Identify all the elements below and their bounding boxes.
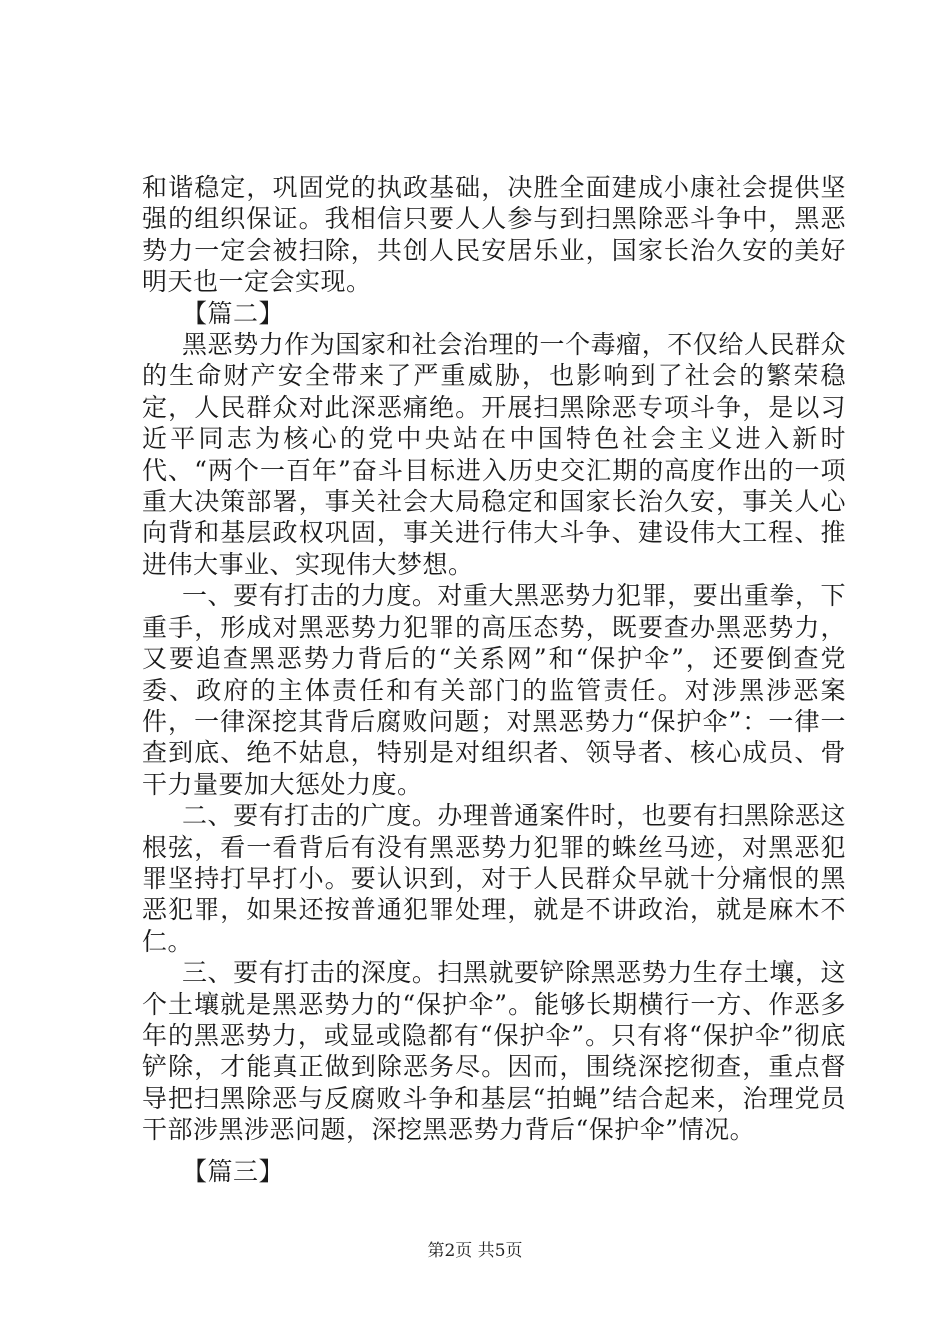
paragraph-point-three: 三、要有打击的深度。扫黑就要铲除黑恶势力生存土壤，这个土壤就是黑恶势力的“保护伞”。能够长期横行一方、作恶多年的黑恶势力，或显或隐都有“保护伞”。只有将“保护伞”彻底铲除，才能真正做到除恶务尽。因而，围绕深挖彻查，重点督导把扫黑除恶与反腐败斗争和基层“拍蝇”结合起来，治理党员干部涉黑涉恶问题，深挖黑恶势力背后“保护伞”情况。 [142, 958, 846, 1145]
paragraph-continuation: 和谐稳定，巩固党的执政基础，决胜全面建成小康社会提供坚强的组织保证。我相信只要人人参与到扫黑除恶斗争中，黑恶势力一定会被扫除，共创人民安居乐业，国家长治久安的美好明天也一定会实现。 [142, 173, 846, 297]
paragraph-point-two: 二、要有打击的广度。办理普通案件时，也要有扫黑除恶这根弦，看一看背后有没有黑恶势力犯罪的蛛丝马迹，对黑恶犯罪坚持打早打小。要认识到，对于人民群众早就十分痛恨的黑恶犯罪，如果还按普通犯罪处理，就是不讲政治，就是麻木不仁。 [142, 801, 846, 956]
section-heading-part-three: 【篇三】 [182, 1156, 285, 1186]
paragraph-point-one: 一、要有打击的力度。对重大黑恶势力犯罪，要出重拳，下重手，形成对黑恶势力犯罪的高压态势，既要查办黑恶势力，又要追查黑恶势力背后的“关系网”和“保护伞”，还要倒查党委、政府的主体责任和有关部门的监管责任。对涉黑涉恶案件，一律深挖其背后腐败问题；对黑恶势力“保护伞”：一律一查到底、绝不姑息，特别是对组织者、领导者、核心成员、骨干力量要加大惩处力度。 [142, 581, 846, 799]
section-heading-part-two: 【篇二】 [182, 298, 285, 328]
paragraph-intro: 黑恶势力作为国家和社会治理的一个毒瘤，不仅给人民群众的生命财产安全带来了严重威胁，也影响到了社会的繁荣稳定，人民群众对此深恶痛绝。开展扫黑除恶专项斗争，是以习近平同志为核心的党中央站在中国特色社会主义进入新时代、“两个一百年”奋斗目标进入历史交汇期的高度作出的一项重大决策部署，事关社会大局稳定和国家长治久安，事关人心向背和基层政权巩固，事关进行伟大斗争、建设伟大工程、推进伟大事业、实现伟大梦想。 [142, 330, 846, 579]
page-number-footer: 第2页 共5页 [427, 1241, 523, 1261]
document-body [142, 172, 846, 1187]
